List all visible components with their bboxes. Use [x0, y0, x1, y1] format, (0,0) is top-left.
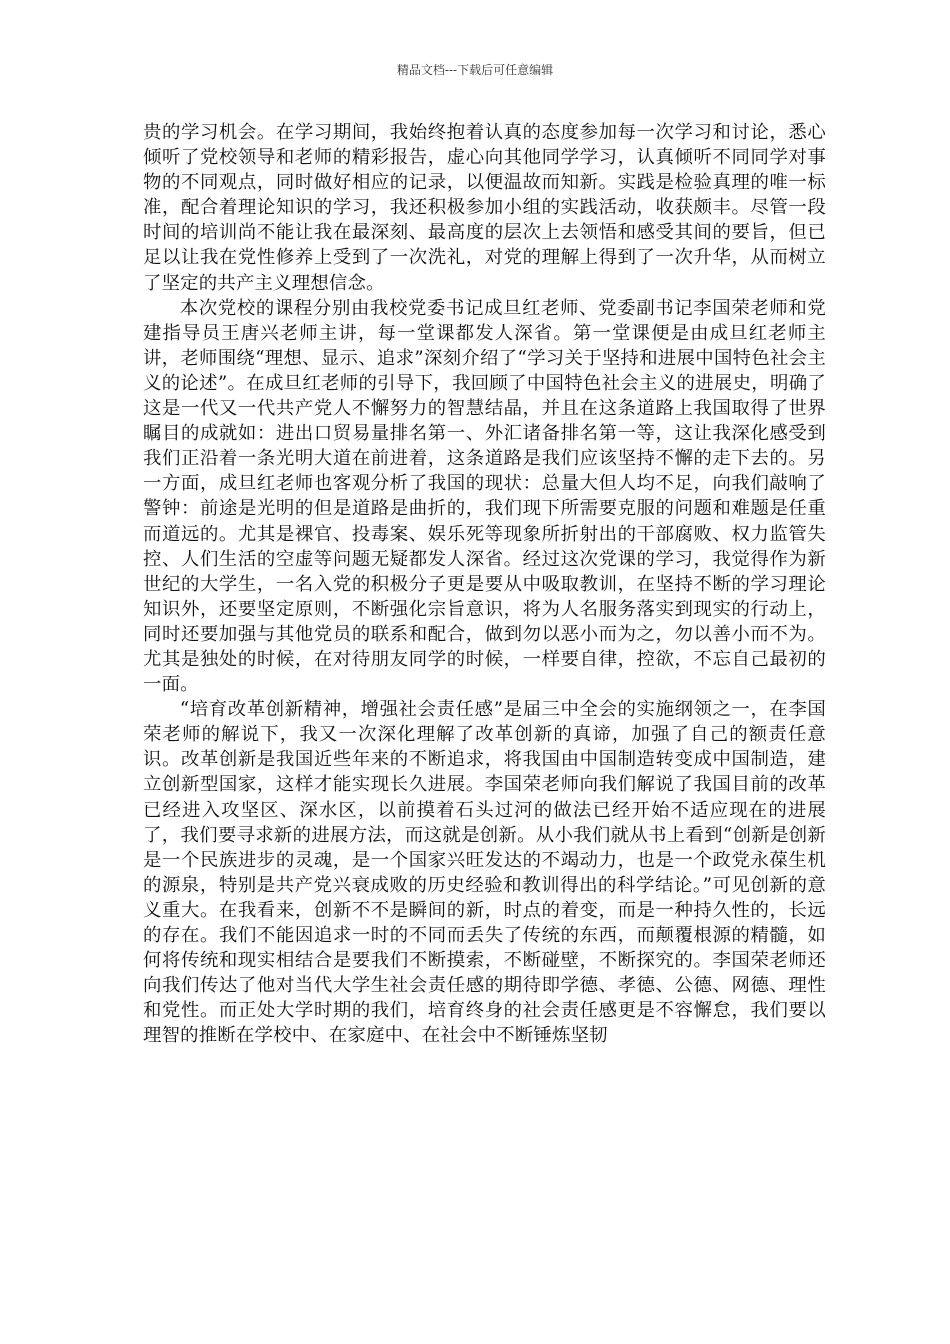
paragraph-reform-innovation: “培育改革创新精神，增强社会责任感”是届三中全会的实施纲领之一，在李国荣老师的解说下，我又一次深化理解了改革创新的真谛，加强了自己的额责任意识。改革创新是我国近些年来的不断追求，将我国由中国制造转变成中国制造，建立创新型国家，这样才能实现长久进展。李国荣老师向我们解说了我国目前的改革已经进入攻坚区、深水区，以前摸着石头过河的做法已经开始不适应现在的进展了，我们要寻求新的进展方法，而这就是创新。从小我们就从书上看到“创新是创新是一个民族进步的灵魂，是一个国家兴旺发达的不竭动力，也是一个政党永葆生机的源泉，特别是共产党兴衰成败的历史经验和教训得出的科学结论。”可见创新的意义重大。在我看来，创新不不是瞬间的新，时点的着变，而是一种持久性的，长远的存在。我们不能因追求一时的不同而丢失了传统的东西，而颠覆根源的精髓，如何将传统和现实相结合是要我们不断摸索，不断碰壁，不断探究的。李国荣老师还向我们传达了他对当代大学生社会责任感的期待即学德、孝德、公德、网德、理性和党性。而正处大学时期的我们，培育终身的社会责任感更是不容懈怠，我们要以理智的推断在学校中、在家庭中、在社会中不断锤炼坚韧: [143, 699, 826, 1047]
paragraph-continuation: 贵的学习机会。在学习期间，我始终抱着认真的态度参加每一次学习和讨论，悉心倾听了党校领导和老师的精彩报告，虚心向其他同学学习，认真倾听不同同学对事物的不同观点，同时做好相应的记录，以便温故而知新。实践是检验真理的唯一标准，配合着理论知识的学习，我还积极参加小组的实践活动，收获颇丰。尽管一段时间的培训尚不能让我在最深刻、最高度的层次上去领悟和感受其间的要旨，但已足以让我在党性修养上受到了一次洗礼，对党的理解上得到了一次升华，从而树立了坚定的共产主义理想信念。: [143, 122, 826, 294]
paragraph-party-school-courses: 本次党校的课程分别由我校党委书记成旦红老师、党委副书记李国荣老师和党建指导员王唐兴老师主讲，每一堂课都发人深省。第一堂课便是由成旦红老师主讲，老师围绕“理想、显示、追求”深刻介绍了“学习关于坚持和进展中国特色社会主义的论述”。在成旦红老师的引导下，我回顾了中国特色社会主义的进展史，明确了这是一代又一代共产党人不懈努力的智慧结晶，并且在这条道路上我国取得了世界瞩目的成就如：进出口贸易量排名第一、外汇诸备排名第一等，这让我深化感受到我们正沿着一条光明大道在前进着，这条道路是我们应该坚持不懈的走下去的。另一方面，成旦红老师也客观分析了我国的现状：总量大但人均不足，向我们敲响了警钟：前途是光明的但是道路是曲折的，我们现下所需要克服的问题和难题是任重而道远的。尤其是裸官、投毒案、娱乐死等现象所折射出的干部腐败、权力监管失控、人们生活的空虚等问题无疑都发人深省。经过这次党课的学习，我觉得作为新世纪的大学生，一名入党的积极分子更是要从中吸取教训，在坚持不断的学习理论知识外，还要坚定原则，不断强化宗旨意识，将为人名服务落实到现实的行动上，同时还要加强与其他党员的联系和配合，做到勿以恶小而为之，勿以善小而不为。尤其是独处的时候，在对待朋友同学的时候，一样要自律，控欲，不忘自己最初的一面。: [143, 297, 826, 696]
page-header: 精品文档---下载后可任意编辑: [396, 63, 554, 77]
document-body: [143, 120, 826, 1048]
